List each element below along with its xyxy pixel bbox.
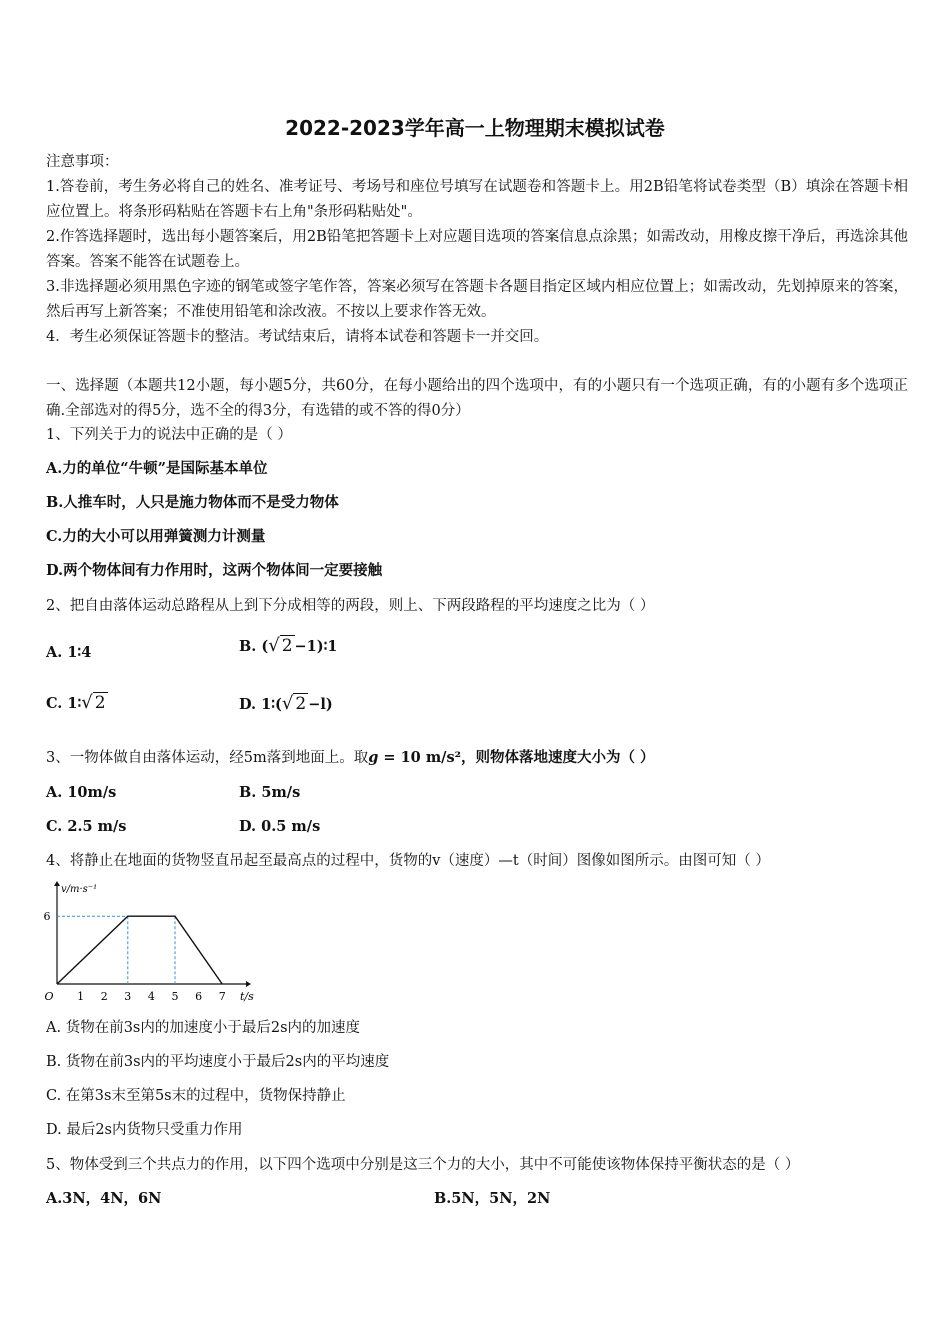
x-tick-label: 2: [100, 990, 108, 1003]
sqrt-symbol: √ 2: [281, 693, 307, 714]
q2-stem: 2、把自由落体运动总路程从上到下分成相等的两段，则上、下两段路程的平均速度之比为（ ）: [46, 598, 655, 614]
q3-option-c: C. 2.5 m/s: [46, 818, 127, 835]
q3-g-symbol: g: [368, 749, 379, 766]
q4-option-c: C. 在第3s末至第5s末的过程中，货物保持静止: [46, 1088, 346, 1104]
q4-option-a: A. 货物在前3s内的加速度小于最后2s内的加速度: [46, 1020, 361, 1036]
x-tick-label: O: [44, 990, 54, 1003]
notice-heading: 注意事项：: [46, 154, 119, 170]
x-tick-label: 7: [218, 990, 226, 1003]
q2-option-d-prefix: D. 1∶(: [239, 696, 282, 713]
q4-option-d: D. 最后2s内货物只受重力作用: [46, 1122, 243, 1138]
q3-option-b: B. 5m/s: [239, 784, 301, 801]
q5-stem: 5、物体受到三个共点力的作用，以下四个选项中分别是这三个力的大小，其中不可能使该物体保持平衡状态的是（ ）: [46, 1157, 800, 1173]
q3-stem-rest: = 10 m/s²，则物体落地速度大小为（ ）: [378, 749, 655, 766]
y-axis-label: v/m·s⁻¹: [61, 884, 98, 895]
y-axis-arrow: [54, 881, 60, 886]
section-heading: 一、选择题（本题共12小题，每小题5分，共60分，在每小题给出的四个选项中，有的小题只有一个选项正确，有的小题有多个选项正确.全部选对的得5分，选不全的得3分，有选错的或不答的得0分）: [46, 378, 908, 419]
q3-option-a: A. 10m/s: [46, 784, 117, 801]
q4-option-b: B. 货物在前3s内的平均速度小于最后2s内的平均速度: [46, 1054, 390, 1070]
q1-option-b: B.人推车时，人只是施力物体而不是受力物体: [46, 494, 339, 511]
vt-graph: [40, 880, 260, 1010]
q3-stem-text: 3、一物体做自由落体运动，经5m落到地面上。取: [46, 750, 369, 766]
q2-option-a: A. 1∶4: [46, 644, 92, 661]
sqrt-symbol: √ 2: [268, 635, 293, 656]
q2-option-c-prefix: C. 1∶: [46, 695, 82, 712]
x-tick-label: 6: [195, 990, 203, 1003]
q2-option-b: [239, 636, 338, 657]
page-title: 2022-2023学年高一上物理期末模拟试卷: [285, 116, 665, 140]
notice-item-1: 1.答卷前，考生务必将自己的姓名、准考证号、考场号和座位号填写在试题卷和答题卡上。用2B铅笔将试卷类型（B）填涂在答题卡相应位置上。将条形码粘贴在答题卡右上角"条形码粘贴处"。: [46, 179, 908, 220]
q1-option-d: D.两个物体间有力作用时，这两个物体间一定要接触: [46, 562, 383, 579]
x-tick-label: 1: [77, 990, 85, 1003]
q2-option-b-prefix: B. (: [239, 638, 269, 655]
x-tick-label: 5: [171, 990, 179, 1003]
q1-stem: 1、下列关于力的说法中正确的是（ ）: [46, 427, 292, 443]
notice-item-4: 4．考生必须保证答题卡的整洁。考试结束后，请将本试卷和答题卡一并交回。: [46, 329, 549, 345]
q3-option-d: D. 0.5 m/s: [239, 818, 321, 835]
vt-series-line: [57, 916, 222, 984]
notice-item-3: 3.非选择题必须用黑色字迹的钢笔或签字笔作答，答案必须写在答题卡各题目指定区域内相应位置上；如需改动，先划掉原来的答案，然后再写上新答案；不准使用铅笔和涂改液。不按以上要求作答无效。: [46, 279, 908, 320]
q5-option-b: B.5N，5N，2N: [434, 1190, 551, 1207]
q3-stem: [46, 748, 655, 768]
q1-option-a: A.力的单位“牛顿”是国际基本单位: [46, 460, 268, 477]
y-tick-label: 6: [43, 910, 51, 924]
q1-option-c: C.力的大小可以用弹簧测力计测量: [46, 528, 266, 545]
x-axis-label: t/s: [240, 990, 254, 1003]
q2-option-b-suffix: −1)∶1: [294, 638, 338, 655]
q2-option-d-suffix: −l): [308, 696, 333, 713]
notice-item-2: 2.作答选择题时，选出每小题答案后，用2B铅笔把答题卡上对应题目选项的答案信息点涂黑；如需改动，用橡皮擦干净后，再选涂其他答案。答案不能答在试题卷上。: [46, 229, 908, 270]
x-tick-label: 4: [147, 990, 155, 1003]
q4-stem: 4、将静止在地面的货物竖直吊起至最高点的过程中，货物的v（速度）—t（时间）图像如图所示。由图可知（ ）: [46, 853, 770, 869]
q5-option-a: A.3N，4N，6N: [46, 1190, 162, 1207]
q2-option-c: [46, 693, 108, 714]
x-axis-arrow: [246, 981, 251, 987]
sqrt-symbol: √ 2: [81, 692, 106, 713]
q2-option-d: [239, 694, 333, 715]
x-tick-label: 3: [124, 990, 132, 1003]
